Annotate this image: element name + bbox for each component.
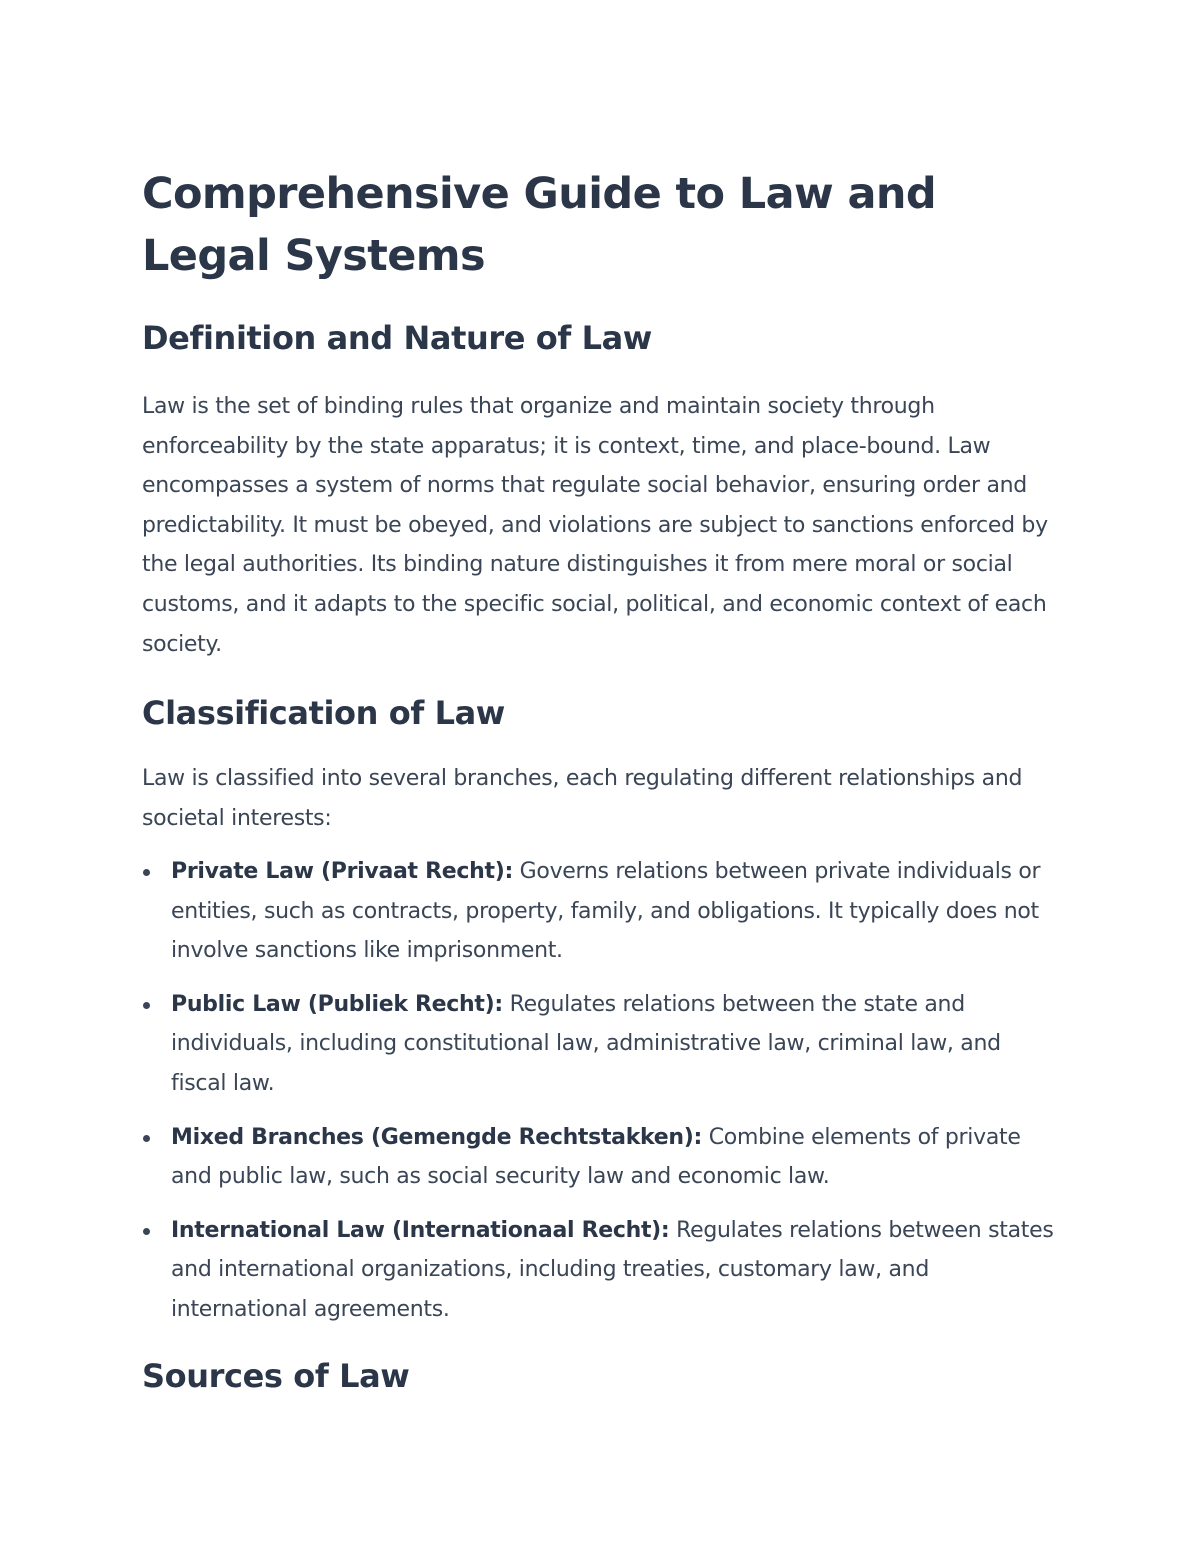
list-item [142,985,1057,1104]
list-item-term: Public Law (Publiek Recht): [171,991,503,1017]
bullet-icon [143,1228,150,1235]
list-item [142,1118,1057,1197]
classification-intro-paragraph: Law is classified into several branches, each regulating different relationships and societal interests: [142,766,1023,831]
section-heading-classification: Classification of Law [142,694,505,732]
bullet-icon [143,1135,150,1142]
list-item [142,1211,1057,1330]
list-item-text: Regulates relations between states and international organizations, including treaties, customary law, and international agreements. [171,1217,1054,1322]
list-item-text: Governs relations between private individuals or entities, such as contracts, property, family, and obligations. It typically does not involve sanctions like imprisonment. [171,859,1041,964]
bullet-icon [143,1002,150,1009]
page-title: Comprehensive Guide to Law and Legal Systems [142,169,937,281]
classification-list [142,852,1057,1344]
list-item-term: International Law (Internationaal Recht): [171,1217,670,1243]
section-heading-sources: Sources of Law [142,1357,410,1395]
list-item [142,852,1057,971]
definition-paragraph: Law is the set of binding rules that organize and maintain society through enforceability by the state apparatus; it is context, time, and place-bound. Law encompasses a system of norms that regulate social behavior, ensuring order and predictability. It must be obeyed, and violations are subject to sanctions enforced by the legal authorities. Its binding nature distinguishes it from mere moral or social customs, and it adapts to the specific social, political, and economic context of each society. [142,394,1048,657]
list-item-text: Regulates relations between the state and individuals, including constitutional law, administrative law, criminal law, and fiscal law. [171,991,1001,1096]
list-item-term: Private Law (Privaat Recht): [171,859,513,884]
list-item-text: Combine elements of private and public law, such as social security law and economic law. [171,1124,1021,1190]
list-item-term: Mixed Branches (Gemengde Rechtstakken): [171,1124,703,1150]
bullet-icon [143,869,150,876]
section-heading-definition: Definition and Nature of Law [142,319,652,357]
